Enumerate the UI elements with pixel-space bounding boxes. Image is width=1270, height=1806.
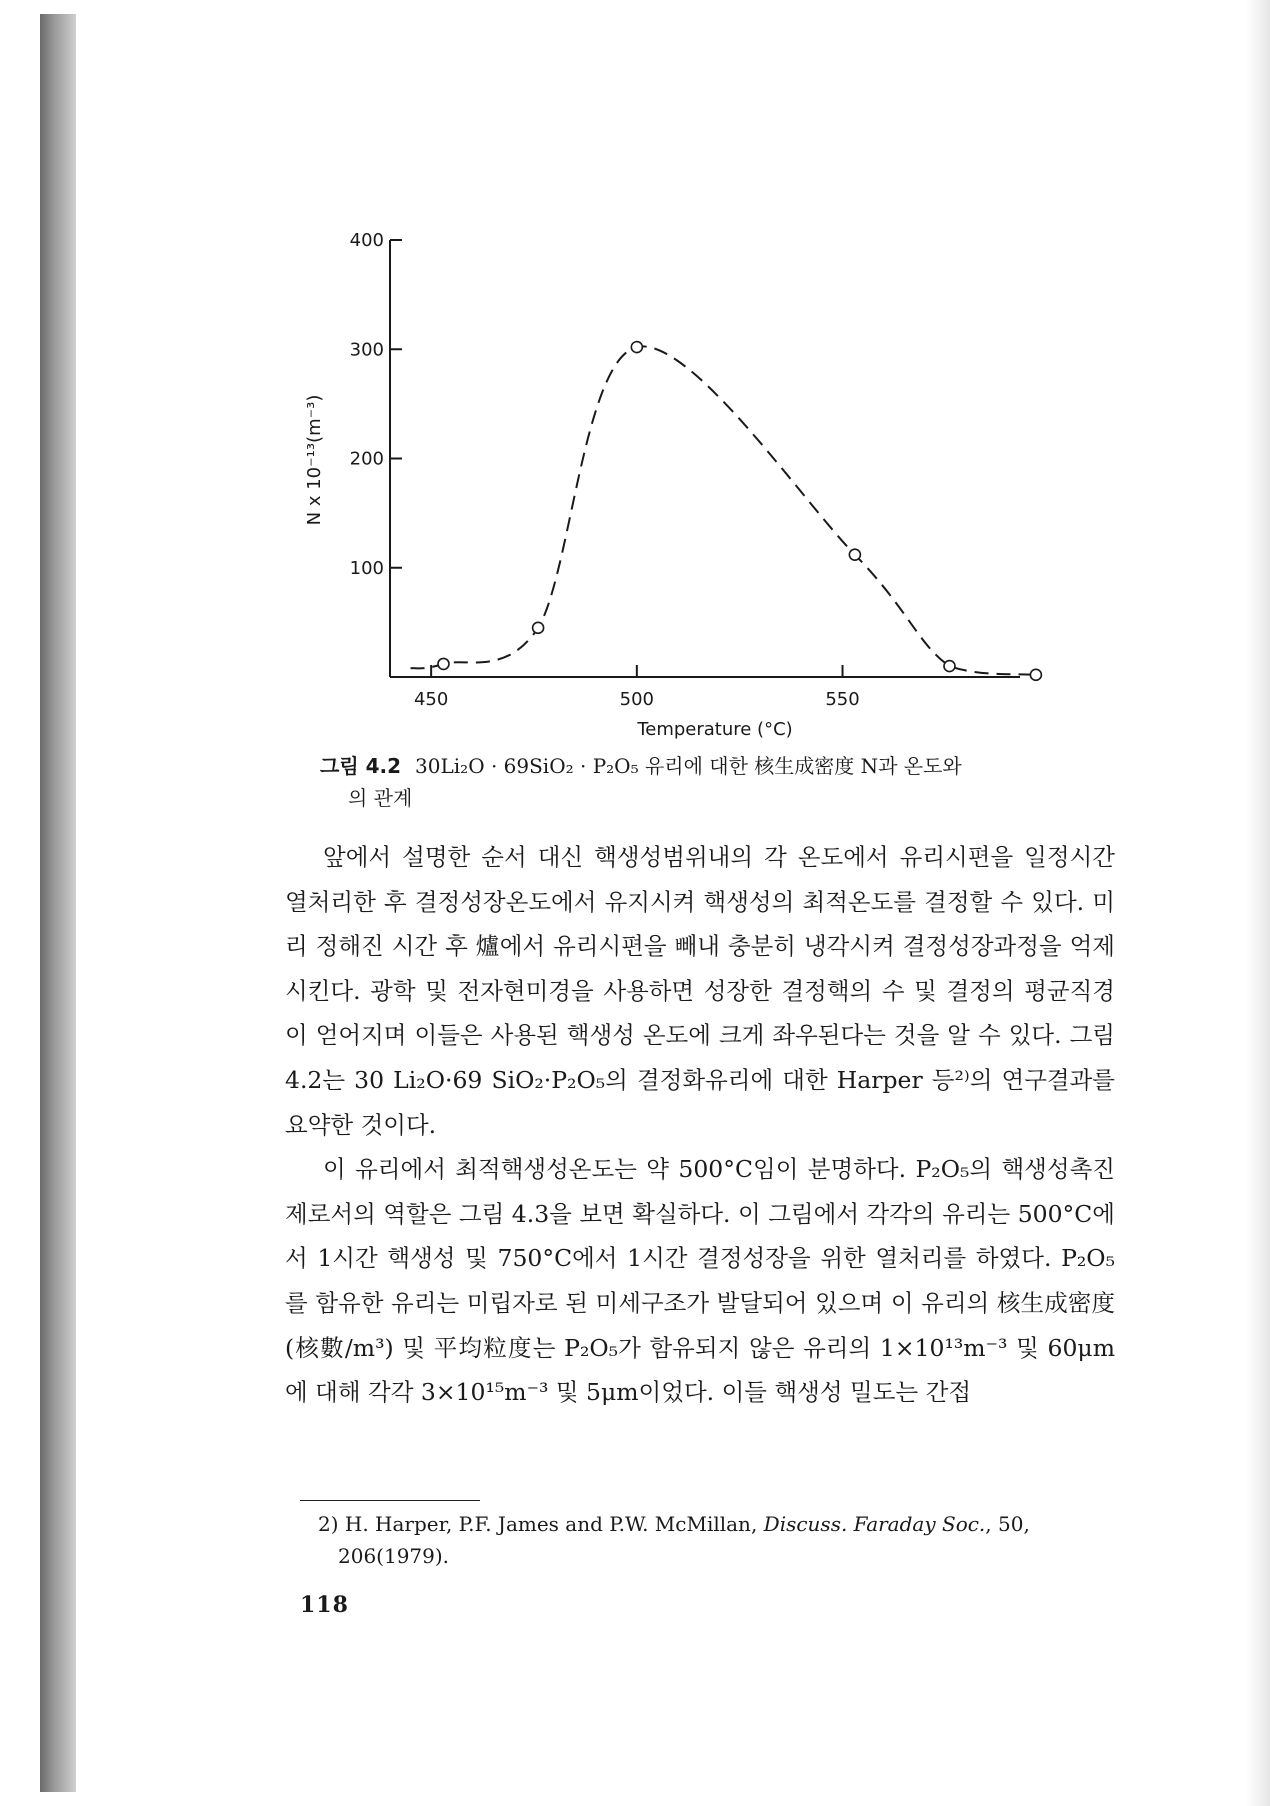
page-number: 118 — [300, 1592, 349, 1618]
x-tick-label-500: 500 — [619, 689, 655, 710]
data-curve — [411, 346, 1036, 674]
book-spine-edge — [40, 14, 76, 1792]
footnote-volume: , 50, — [985, 1512, 1030, 1536]
data-point-1 — [438, 658, 449, 669]
data-point-6 — [1030, 669, 1041, 680]
footnote-rule — [300, 1500, 480, 1501]
x-tick-label-450: 450 — [413, 689, 449, 710]
y-tick-label-200: 200 — [349, 448, 384, 470]
caption-text-line2: 의 관계 — [348, 786, 413, 810]
footnote-text: 2) H. Harper, P.F. James and P.W. McMillan, — [318, 1512, 764, 1536]
data-point-2 — [533, 622, 544, 633]
y-tick-label-100: 100 — [349, 557, 384, 579]
y-axis-label: N x 10⁻¹³(m⁻³) — [304, 394, 325, 526]
data-point-4 — [849, 549, 860, 560]
caption-text: 30Li₂O · 69SiO₂ · P₂O₅ 유리에 대한 核生成密度 N과 온도와 — [415, 754, 962, 778]
body-text — [285, 835, 1115, 1415]
footnote — [318, 1508, 1118, 1572]
data-points — [438, 342, 1041, 681]
y-tick-label-300: 300 — [349, 339, 384, 361]
data-point-5 — [944, 661, 955, 672]
nucleation-density-chart — [280, 225, 1100, 745]
footnote-journal: Discuss. Faraday Soc. — [763, 1512, 986, 1536]
chart-axes — [390, 240, 1020, 677]
paragraph-2: 이 유리에서 최적핵생성온도는 약 500°C임이 분명하다. P₂O₅의 핵생성촉진제로서의 역할은 그림 4.3을 보면 확실하다. 이 그림에서 각각의 유리는 500°C에서 1시간 핵생성 및 750°C에서 1시간 결정성장을 위한 열처리를 하였다. P₂O₅를 함유한 유리는 미립자로 된 미세구조가 발달되어 있으며 이 유리의 核生成密度(核數/m³) 및 平均粒度는 P₂O₅가 함유되지 않은 유리의 1×10¹³m⁻³ 및 60μm에 대해 각각 3×10¹⁵m⁻³ 및 5μm이었다. 이들 핵생성 밀도는 간접 — [285, 1155, 1115, 1407]
y-tick-label-400: 400 — [349, 230, 384, 251]
footnote-line2: 206(1979). — [338, 1544, 450, 1568]
page-shadow — [1246, 0, 1270, 1806]
paragraph-1: 앞에서 설명한 순서 대신 핵생성범위내의 각 온도에서 유리시편을 일정시간 열처리한 후 결정성장온도에서 유지시켜 핵생성의 최적온도를 결정할 수 있다. 미리 정해진 시간 후 爐에서 유리시편을 빼내 충분히 냉각시켜 결정성장과정을 억제시킨다. 광학 및 전자현미경을 사용하면 성장한 결정핵의 수 및 결정의 평균직경이 얻어지며 이들은 사용된 핵생성 온도에 크게 좌우된다는 것을 알 수 있다. 그림 4.2는 30 Li₂O·69 SiO₂·P₂O₅의 결정화유리에 대한 Harper 등²⁾의 연구결과를 요약한 것이다. — [285, 843, 1115, 1139]
data-point-3 — [631, 342, 642, 353]
figure-caption — [320, 750, 1120, 814]
x-axis-label: Temperature (°C) — [637, 719, 793, 740]
figure-number: 그림 4.2 — [320, 754, 402, 778]
x-tick-label-550: 550 — [825, 689, 860, 710]
